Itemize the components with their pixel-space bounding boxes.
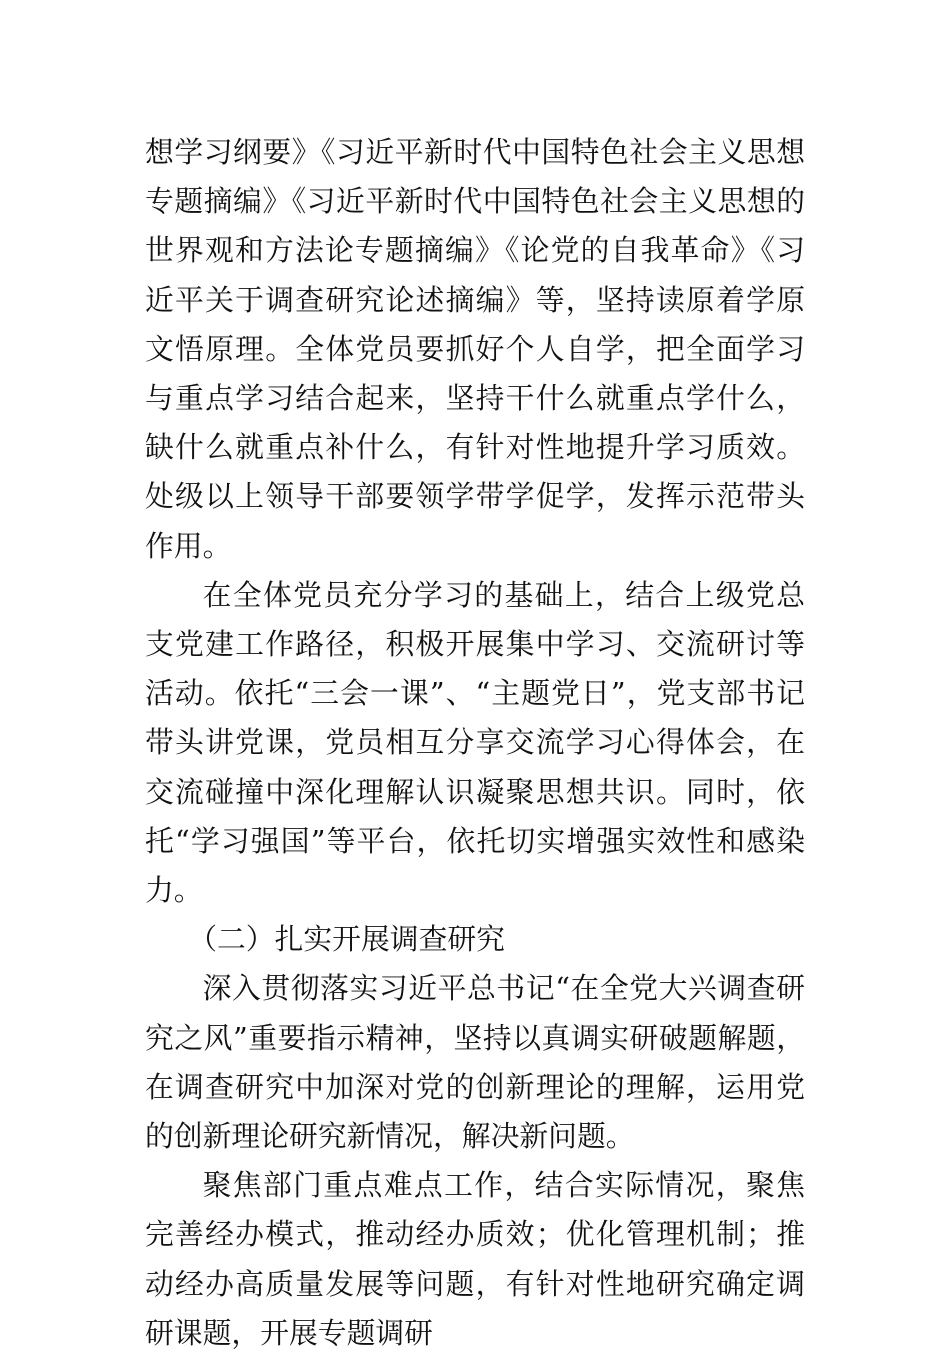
paragraph-research-directive: 深入贯彻落实习近平总书记“在全党大兴调查研究之风”重要指示精神，坚持以真调实研破题解题，在调查研究中加深对党的创新理论的理解，运用党的创新理论研究新情况，解决新问题。 <box>145 971 805 1154</box>
section-heading-research: （二）扎实开展调查研究 <box>188 922 505 957</box>
paragraph-continued-study-materials: 想学习纲要》《习近平新时代中国特色社会主义思想专题摘编》《习近平新时代中国特色社会主义思想的世界观和方法论专题摘编》《论党的自我革命》《习近平关于调查研究论述摘编》等，坚持读原着学原文悟原理。全体党员要抓好个人自学，把全面学习与重点学习结合起来，坚持干什么就重点学什么，缺什么就重点补什么，有针对性地提升学习质效。处级以上领导干部要领学带学促学，发挥示范带头作用。 <box>145 135 805 563</box>
paragraph-collective-study: 在全体党员充分学习的基础上，结合上级党总支党建工作路径，积极开展集中学习、交流研讨等活动。依托“三会一课”、“主题党日”，党支部书记带头讲党课，党员相互分享交流学习心得体会，在交流碰撞中深化理解认识凝聚思想共识。同时，依托“学习强国”等平台，依托切实增强实效性和感染力。 <box>145 577 805 908</box>
paragraph-research-focus: 聚焦部门重点难点工作，结合实际情况，聚焦完善经办模式，推动经办质效；优化管理机制；推动经办高质量发展等问题，有针对性地研究确定调研课题，开展专题调研 <box>145 1168 805 1350</box>
document-body <box>145 128 805 1358</box>
